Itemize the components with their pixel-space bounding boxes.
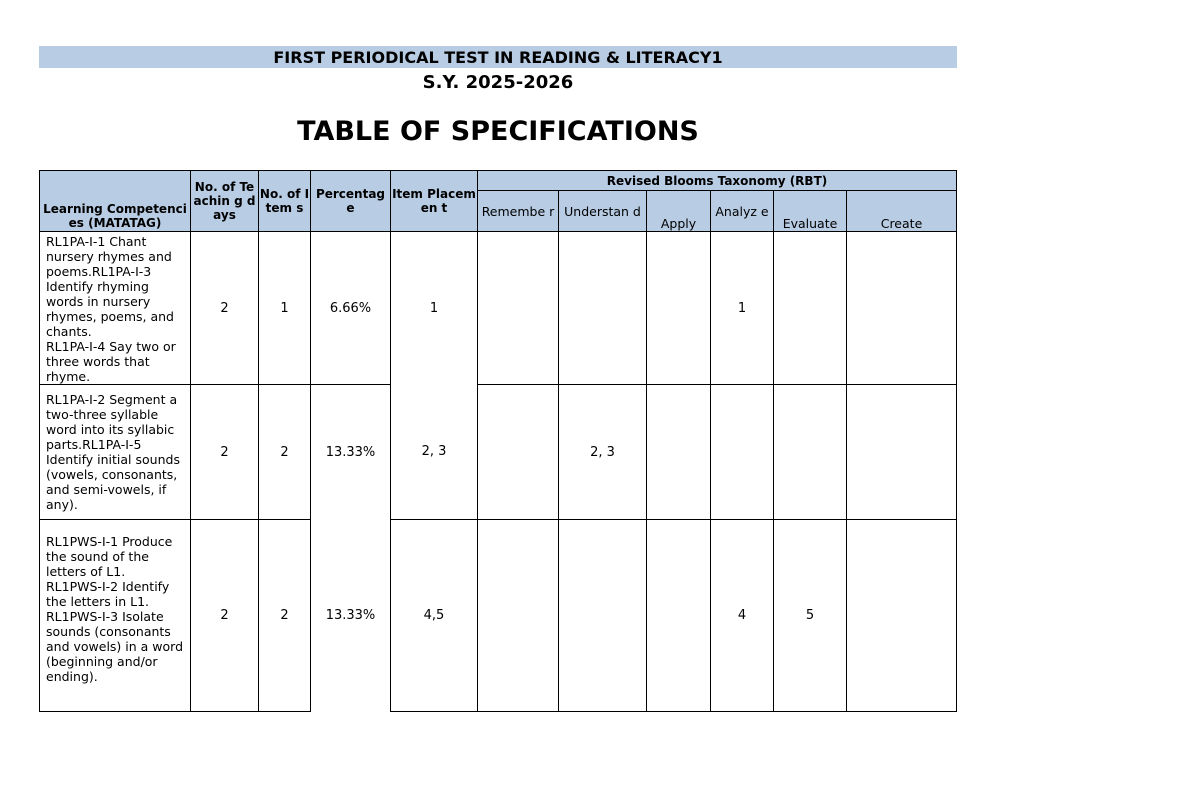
understand-cell: 2, 3 [559,385,647,520]
create-cell [847,385,957,520]
header-evaluate: Evaluate [774,191,847,232]
header-items: No. of Item s [259,171,311,232]
table-row [40,520,957,712]
table-row [40,385,957,520]
items-cell: 2 [259,520,311,712]
placement-cell: 2, 3 [391,385,478,520]
percentage-cell: 6.66% [311,232,391,385]
remember-cell [478,385,559,520]
evaluate-cell [774,385,847,520]
apply-cell [647,520,711,712]
understand-cell [559,520,647,712]
evaluate-cell: 5 [774,520,847,712]
header-learning-competencies: Learning Competencies (MATATAG) [40,171,191,232]
days-cell: 2 [191,520,259,712]
items-cell: 1 [259,232,311,385]
placement-cell: 1 [391,232,478,385]
competency-cell: RL1PWS-I-1 Produce the sound of the letters of L1. RL1PWS-I-2 Identify the letters in L1. RL1PWS-I-3 Isolate sounds (consonants and vowels) in a word (beginning and/or ending). [40,520,191,712]
days-cell: 2 [191,385,259,520]
table-of-specifications-heading: TABLE OF SPECIFICATIONS [297,116,699,147]
placement-cell: 4,5 [391,520,478,712]
evaluate-cell [774,232,847,385]
items-cell: 2 [259,385,311,520]
header-apply: Apply [647,191,711,232]
header-teaching-days: No. of Teachin g days [191,171,259,232]
school-year: S.Y. 2025-2026 [422,72,574,93]
test-title: FIRST PERIODICAL TEST IN READING & LITERACY1 [39,46,957,68]
apply-cell [647,232,711,385]
competency-cell: RL1PA-I-2 Segment a two-three syllable word into its syllabic parts.RL1PA-I-5 Identify initial sounds (vowels, consonants, and semi-vowels, if any). [40,385,191,520]
create-cell [847,520,957,712]
remember-cell [478,520,559,712]
days-cell: 2 [191,232,259,385]
specifications-table [39,170,957,712]
apply-cell [647,385,711,520]
competency-cell: RL1PA-I-1 Chant nursery rhymes and poems.RL1PA-I-3 Identify rhyming words in nursery rhymes, poems, and chants. RL1PA-I-4 Say two or three words that rhyme. [40,232,191,385]
analyze-cell: 4 [711,520,774,712]
analyze-cell: 1 [711,232,774,385]
header-item-placement: Item Placemen t [391,171,478,232]
header-create: Create [847,191,957,232]
table-row [40,232,957,385]
header-analyze: Analyz e [711,191,774,232]
remember-cell [478,232,559,385]
percentage-cell: 13.33% [311,520,391,712]
understand-cell [559,232,647,385]
percentage-cell: 13.33% [311,385,391,520]
header-remember: Remembe r [478,191,559,232]
header-percentage: Percentag e [311,171,391,232]
header-understand: Understan d [559,191,647,232]
header-rbt: Revised Blooms Taxonomy (RBT) [478,171,957,191]
analyze-cell [711,385,774,520]
create-cell [847,232,957,385]
